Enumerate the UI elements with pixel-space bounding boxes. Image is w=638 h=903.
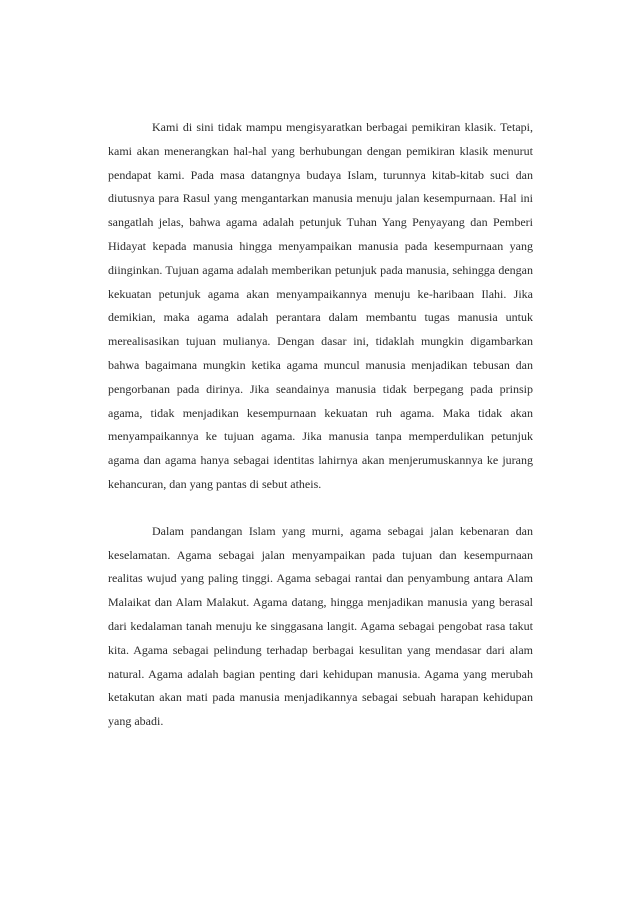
document-body [108,116,533,734]
paragraph-1: Kami di sini tidak mampu mengisyaratkan berbagai pemikiran klasik. Tetapi, kami akan menerangkan hal-hal yang berhubungan dengan pemikiran klasik menurut pendapat kami. Pada masa datangnya budaya Islam, turunnya kitab-kitab suci dan diutusnya para Rasul yang mengantarkan manusia menuju jalan kesempurnaan. Hal ini sangatlah jelas, bahwa agama adalah petunjuk Tuhan Yang Penyayang dan Pemberi Hidayat kepada manusia hingga menyampaikan manusia pada kesempurnaan yang diinginkan. Tujuan agama adalah memberikan petunjuk pada manusia, sehingga dengan kekuatan petunjuk agama akan menyampaikannya menuju ke-haribaan Ilahi. Jika demikian, maka agama adalah perantara dalam membantu tugas manusia untuk merealisasikan tujuan mulianya. Dengan dasar ini, tidaklah mungkin digambarkan bahwa bagaimana mungkin ketika agama muncul manusia menjadikan tebusan dan pengorbanan pada dirinya. Jika seandainya manusia tidak berpegang pada prinsip agama, tidak menjadikan kesempurnaan kekuatan ruh agama. Maka tidak akan menyampaikannya ke tujuan agama. Jika manusia tanpa memperdulikan petunjuk agama dan agama hanya sebagai identitas lahirnya akan menjerumuskannya ke jurang kehancuran, dan yang pantas di sebut atheis. [108,120,533,491]
paragraph-2: Dalam pandangan Islam yang murni, agama sebagai jalan kebenaran dan keselamatan. Agama sebagai jalan menyampaikan pada tujuan dan kesempurnaan realitas wujud yang paling tinggi. Agama sebagai rantai dan penyambung antara Alam Malaikat dan Alam Malakut. Agama datang, hingga menjadikan manusia yang berasal dari kedalaman tanah menuju ke singgasana langit. Agama sebagai pengobat rasa takut kita. Agama sebagai pelindung terhadap berbagai kesulitan yang mendasar dari alam natural. Agama adalah bagian penting dari kehidupan manusia. Agama yang merubah ketakutan akan mati pada manusia menjadikannya sebagai sebuah harapan kehidupan yang abadi. [108,523,533,729]
